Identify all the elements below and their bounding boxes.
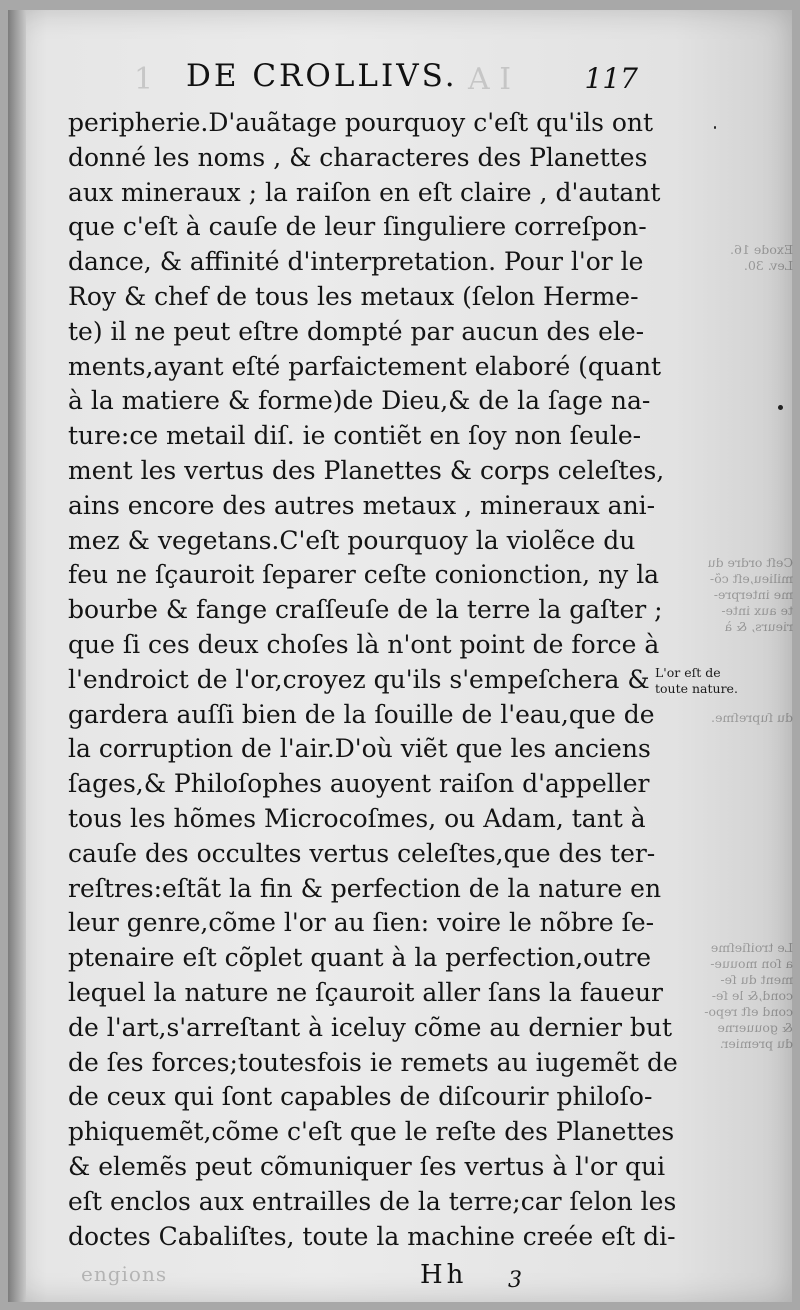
book-page xyxy=(8,10,792,1302)
text-line: feu ne ſçauroit ſeparer ceſte conionction, ny la xyxy=(68,560,660,590)
text-line: donné les noms , & characteres des Planettes xyxy=(68,142,648,172)
text-line: te) il ne peut eſtre dompté par aucun des ele- xyxy=(68,316,645,346)
main-text-block xyxy=(68,106,678,1254)
bleed-line: cond,& le ſe- xyxy=(711,988,793,1003)
header-bleed-left: 1 xyxy=(134,62,154,97)
bleed-line: te aux inte- xyxy=(721,603,793,618)
bleed-through-top xyxy=(655,242,793,274)
text-line: reſtres:eſtãt la fin & perfection de la nature en xyxy=(68,873,662,903)
text-line: à la matiere & forme)de Dieu,& de la ſage na- xyxy=(68,386,651,416)
bleed-line: Lev. 30. xyxy=(743,258,793,273)
bleed-line: milieu,eſt cõ- xyxy=(709,571,793,586)
text-line: ſages,& Philoſophes auoyent raiſon d'appeller xyxy=(68,769,650,799)
margin-note-line: L'or eſt de xyxy=(655,665,721,680)
bleed-line: Ceſt ordre du xyxy=(707,555,793,570)
text-line: ptenaire eſt cõplet quant à la perfection,outre xyxy=(68,943,652,973)
bleed-line: me interpre- xyxy=(713,587,793,602)
bleed-line: cond eſt repo- xyxy=(704,1004,793,1019)
text-line: l'endroict de l'or,croyez qu'ils s'empeſchera & xyxy=(68,664,650,694)
text-line: eſt enclos aux entrailles de la terre;car ſelon les xyxy=(68,1186,677,1216)
running-header xyxy=(68,58,638,98)
text-line: bourbe & fange craſſeuſe de la terre la gaſter ; xyxy=(68,595,663,625)
bleed-through-bottom xyxy=(655,940,793,1052)
bleed-line: Le troiſieſme xyxy=(710,940,793,955)
bleed-line: a ſon mouue- xyxy=(710,956,793,971)
text-line: tous les hõmes Microcoſmes, ou Adam, tant à xyxy=(68,803,646,833)
bleed-line: Exode 16. xyxy=(730,242,793,257)
signature-number: 3 xyxy=(508,1268,522,1293)
header-bleed-right: A I xyxy=(468,62,512,97)
text-line: de ſes forces;toutesfois ie remets au iugemẽt de xyxy=(68,1047,678,1077)
text-line: Roy & chef de tous les metaux (ſelon Herme- xyxy=(68,281,639,311)
text-line: de l'art,s'arreſtant à iceluy cõme au dernier but xyxy=(68,1012,673,1042)
text-line: peripherie.D'auãtage pourquoy c'eſt qu'ils ont xyxy=(68,108,654,137)
ink-speck xyxy=(778,405,783,410)
bleed-line: rieurs, & à xyxy=(724,619,793,634)
bleed-through-mid xyxy=(655,555,793,635)
text-line: ains encore des autres metaux , mineraux ani- xyxy=(68,490,656,520)
text-line: que c'eſt à cauſe de leur ſinguliere correſpon- xyxy=(68,212,647,242)
text-line: dance, & affinité d'interpretation. Pour l'or le xyxy=(68,247,644,277)
text-line: lequel la nature ne ſçauroit aller ſans la faueur xyxy=(68,977,663,1007)
margin-note xyxy=(655,665,793,697)
page-number: 117 xyxy=(584,62,638,95)
text-line: de ceux qui ſont capables de diſcourir philoſo- xyxy=(68,1082,653,1112)
signature-mark: Hh xyxy=(420,1260,468,1290)
text-line: phiquemẽt,cõme c'eſt que le reſte des Planettes xyxy=(68,1117,675,1147)
running-title: DE CROLLIVS. xyxy=(186,58,458,94)
bleed-through-low xyxy=(655,710,793,726)
bleed-line: du premier. xyxy=(719,1036,793,1051)
text-line: gardera auſſi bien de la ſouille de l'eau,que de xyxy=(68,699,655,729)
text-line: ture:ce metail diſ. ie contiẽt en ſoy non ſeule- xyxy=(68,421,642,451)
bleed-line: & gouuerne xyxy=(717,1020,793,1035)
text-line: la corruption de l'air.D'où viẽt que les anciens xyxy=(68,734,651,764)
text-line: doctes Cabaliſtes, toute la machine creée eſt di- xyxy=(68,1221,676,1251)
text-line: cauſe des occultes vertus celeſtes,que des ter- xyxy=(68,838,656,868)
page-gutter-shadow xyxy=(8,10,26,1302)
text-line: aux mineraux ; la raiſon en eſt claire , d'autant xyxy=(68,177,661,207)
text-line: mez & vegetans.C'eſt pourquoy la violẽce du xyxy=(68,525,636,555)
bleed-line: ment du ſe- xyxy=(720,972,793,987)
footer-bleed-through: engions xyxy=(81,1262,168,1286)
bleed-line: du ſupreſme. xyxy=(711,710,793,725)
text-line: ments,ayant eſté parfaictement elaboré (quant xyxy=(68,351,662,381)
text-line: que ſi ces deux choſes là n'ont point de force à xyxy=(68,629,660,659)
text-line: ment les vertus des Planettes & corps celeſtes, xyxy=(68,455,665,485)
text-line: & elemẽs peut cõmuniquer ſes vertus à l'or qui xyxy=(68,1151,666,1181)
margin-note-line: toute nature. xyxy=(655,681,738,696)
text-line: leur genre,cõme l'or au ſien: voire le nõbre ſe- xyxy=(68,908,655,938)
ink-speck xyxy=(714,126,716,129)
